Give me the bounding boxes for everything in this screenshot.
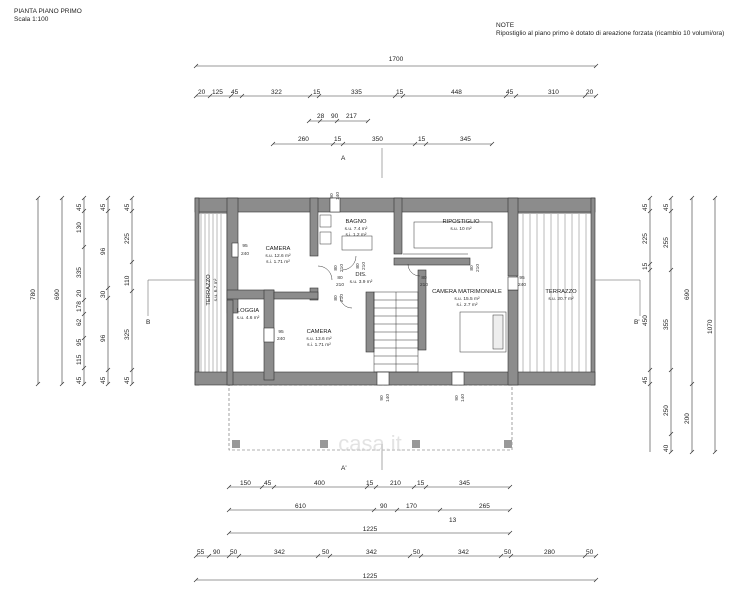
svg-text:322: 322 [271, 89, 282, 96]
svg-text:s.u. 6.7 m²: s.u. 6.7 m² [214, 278, 219, 302]
room-bagno [345, 219, 368, 238]
svg-text:15: 15 [334, 136, 342, 143]
svg-text:s.u. 4.6 m²: s.u. 4.6 m² [236, 316, 260, 321]
svg-text:80: 80 [421, 276, 427, 281]
dim-top-chain [198, 89, 594, 96]
svg-text:55: 55 [197, 549, 205, 556]
svg-text:45: 45 [76, 203, 83, 211]
svg-text:210: 210 [419, 283, 429, 288]
room-camera-1 [265, 246, 291, 265]
svg-text:s.u. 20.7 m²: s.u. 20.7 m² [548, 297, 574, 302]
dim-left-c5 [124, 203, 131, 384]
svg-text:15: 15 [642, 262, 649, 270]
svg-text:90: 90 [331, 113, 339, 120]
svg-text:45: 45 [663, 203, 670, 211]
svg-text:210: 210 [476, 263, 481, 273]
plan-title: PIANTA PIANO PRIMO [14, 8, 82, 15]
svg-text:45: 45 [100, 376, 107, 384]
dim-bottom-1225-b: 1225 [362, 573, 378, 580]
storage-shelf [414, 222, 492, 248]
svg-text:110: 110 [124, 275, 131, 286]
svg-text:345: 345 [459, 480, 470, 487]
svg-text:260: 260 [298, 136, 309, 143]
svg-text:CAMERA MATRIMONIALE: CAMERA MATRIMONIALE [432, 289, 502, 295]
svg-text:90: 90 [213, 549, 221, 556]
svg-text:45: 45 [124, 203, 131, 211]
svg-text:400: 400 [314, 480, 325, 487]
room-camera-2 [306, 329, 332, 348]
section-label-a-prime: A' [341, 465, 347, 472]
svg-text:15: 15 [366, 480, 374, 487]
svg-text:TERRAZZO: TERRAZZO [545, 289, 577, 295]
svg-text:90: 90 [380, 395, 385, 401]
dim-left-c4 [100, 203, 107, 384]
svg-text:50: 50 [322, 549, 330, 556]
plan-scale: Scala 1:100 [14, 16, 49, 23]
svg-text:178: 178 [76, 301, 83, 312]
svg-text:20: 20 [76, 289, 83, 297]
svg-text:96: 96 [100, 334, 107, 342]
svg-text:28: 28 [317, 113, 325, 120]
svg-text:240: 240 [276, 337, 286, 342]
section-line-a [148, 148, 640, 470]
svg-text:45: 45 [76, 376, 83, 384]
svg-text:150: 150 [240, 480, 251, 487]
svg-text:345: 345 [460, 136, 471, 143]
svg-text:15: 15 [417, 480, 425, 487]
svg-text:210: 210 [340, 263, 345, 273]
svg-text:BAGNO: BAGNO [345, 219, 367, 225]
svg-text:80: 80 [334, 295, 339, 301]
svg-text:50: 50 [413, 549, 421, 556]
dim-bottom-chain-1 [240, 480, 470, 487]
svg-text:210: 210 [335, 283, 345, 288]
svg-text:45: 45 [642, 376, 649, 384]
dim-right-total: 1070 [707, 319, 714, 334]
svg-text:45: 45 [231, 89, 239, 96]
section-label-a: A [341, 155, 346, 162]
svg-text:45: 45 [100, 203, 107, 211]
dim-top-sub [317, 113, 357, 120]
svg-text:15: 15 [418, 136, 426, 143]
notes-text: Ripostiglio al piano primo è dotato di areazione forzata (ricambio 10 volumi/ora) [496, 30, 725, 37]
svg-text:CAMERA: CAMERA [265, 246, 291, 252]
svg-text:s.i. 1.71 m²: s.i. 1.71 m² [266, 260, 290, 265]
dim-top-inner [298, 136, 471, 143]
svg-text:15: 15 [313, 89, 321, 96]
svg-text:210: 210 [390, 480, 401, 487]
svg-text:610: 610 [295, 503, 306, 510]
svg-text:140: 140 [336, 191, 341, 201]
svg-text:80: 80 [334, 265, 339, 271]
svg-text:s.u. 3.9 m²: s.u. 3.9 m² [349, 280, 373, 285]
svg-text:310: 310 [548, 89, 559, 96]
svg-text:TERRAZZO: TERRAZZO [206, 274, 212, 306]
svg-text:s.i. 1.2 m²: s.i. 1.2 m² [345, 233, 367, 238]
svg-text:80: 80 [470, 265, 475, 271]
svg-text:15: 15 [396, 89, 404, 96]
svg-text:90: 90 [380, 503, 388, 510]
double-bed [460, 312, 506, 352]
svg-text:130: 130 [76, 222, 83, 233]
svg-text:90: 90 [330, 193, 335, 199]
svg-text:448: 448 [451, 89, 462, 96]
svg-text:240: 240 [240, 252, 250, 257]
svg-text:217: 217 [346, 113, 357, 120]
svg-text:350: 350 [372, 136, 383, 143]
svg-text:210: 210 [362, 261, 367, 271]
svg-text:DIS.: DIS. [355, 272, 367, 278]
dim-bottom-1225-a: 1225 [362, 526, 378, 533]
room-loggia [237, 308, 260, 321]
svg-text:50: 50 [504, 549, 512, 556]
svg-text:125: 125 [212, 89, 223, 96]
svg-text:342: 342 [458, 549, 469, 556]
svg-text:140: 140 [386, 393, 391, 403]
dim-left-c2: 690 [54, 289, 61, 300]
svg-text:95: 95 [242, 244, 248, 249]
svg-text:40: 40 [663, 444, 670, 452]
svg-text:CAMERA: CAMERA [306, 329, 332, 335]
walls [195, 198, 595, 385]
svg-text:30: 30 [100, 290, 107, 298]
svg-text:265: 265 [479, 503, 490, 510]
svg-text:s.i. 1.71 m²: s.i. 1.71 m² [307, 343, 331, 348]
dim-bottom-chain-2 [295, 503, 490, 510]
svg-text:96: 96 [100, 247, 107, 255]
svg-text:342: 342 [274, 549, 285, 556]
svg-text:s.i. 2.7 m²: s.i. 2.7 m² [456, 303, 478, 308]
section-label-b: B [146, 319, 151, 326]
svg-text:342: 342 [366, 549, 377, 556]
dim-bottom-chain-3 [197, 549, 594, 556]
svg-text:95: 95 [519, 276, 525, 281]
svg-text:450: 450 [642, 315, 649, 326]
svg-text:s.u. 13.6 m²: s.u. 13.6 m² [306, 337, 332, 342]
svg-text:s.u. 15.5 m²: s.u. 15.5 m² [454, 297, 480, 302]
notes-title: NOTE [496, 22, 515, 29]
room-camera-matrimoniale [432, 289, 502, 308]
svg-text:225: 225 [642, 233, 649, 244]
svg-text:80: 80 [356, 263, 361, 269]
svg-text:s.u. 7.4 m²: s.u. 7.4 m² [344, 227, 368, 232]
svg-text:355: 355 [663, 319, 670, 330]
dim-right-c1 [642, 203, 649, 384]
svg-text:20: 20 [198, 89, 206, 96]
dimension-lines [38, 66, 715, 580]
svg-text:20: 20 [586, 89, 594, 96]
svg-text:s.u. 12.6 m²: s.u. 12.6 m² [265, 254, 291, 259]
svg-text:140: 140 [461, 393, 466, 403]
room-ripostiglio [442, 219, 480, 232]
svg-text:335: 335 [76, 267, 83, 278]
svg-text:335: 335 [351, 89, 362, 96]
svg-text:240: 240 [517, 283, 527, 288]
dim-bottom-extra: 13 [449, 517, 457, 524]
svg-text:45: 45 [264, 480, 272, 487]
dim-left-c3 [76, 203, 83, 384]
svg-text:95: 95 [76, 338, 83, 346]
svg-text:45: 45 [124, 376, 131, 384]
room-terrazzo-right [545, 289, 577, 302]
svg-text:170: 170 [406, 503, 417, 510]
vertical-dimension-ticks [36, 196, 717, 454]
watermark-logo: casa.it [338, 431, 402, 456]
svg-text:325: 325 [124, 329, 131, 340]
svg-text:50: 50 [230, 549, 238, 556]
svg-text:50: 50 [586, 549, 594, 556]
svg-text:115: 115 [76, 354, 83, 365]
svg-text:200: 200 [684, 413, 691, 424]
dim-left-total: 780 [30, 289, 37, 300]
svg-text:210: 210 [340, 293, 345, 303]
room-dis [350, 272, 373, 285]
svg-text:45: 45 [642, 203, 649, 211]
svg-text:690: 690 [684, 289, 691, 300]
dim-top-total: 1700 [388, 56, 404, 63]
svg-text:225: 225 [124, 233, 131, 244]
svg-text:LOGGIA: LOGGIA [236, 308, 260, 314]
svg-text:250: 250 [663, 405, 670, 416]
svg-text:95: 95 [278, 330, 284, 335]
dim-right-c3 [684, 289, 691, 424]
svg-text:s.u. 10 m²: s.u. 10 m² [450, 227, 472, 232]
svg-text:RIPOSTIGLIO: RIPOSTIGLIO [442, 219, 480, 225]
svg-text:45: 45 [506, 89, 514, 96]
svg-text:62: 62 [76, 318, 83, 326]
svg-text:80: 80 [337, 276, 343, 281]
staircase [374, 292, 418, 372]
svg-text:280: 280 [544, 549, 555, 556]
section-label-b-prime: B' [634, 319, 640, 326]
svg-text:90: 90 [455, 395, 460, 401]
dim-right-c2 [663, 203, 670, 452]
svg-text:255: 255 [663, 237, 670, 248]
terrace-left [197, 213, 227, 383]
